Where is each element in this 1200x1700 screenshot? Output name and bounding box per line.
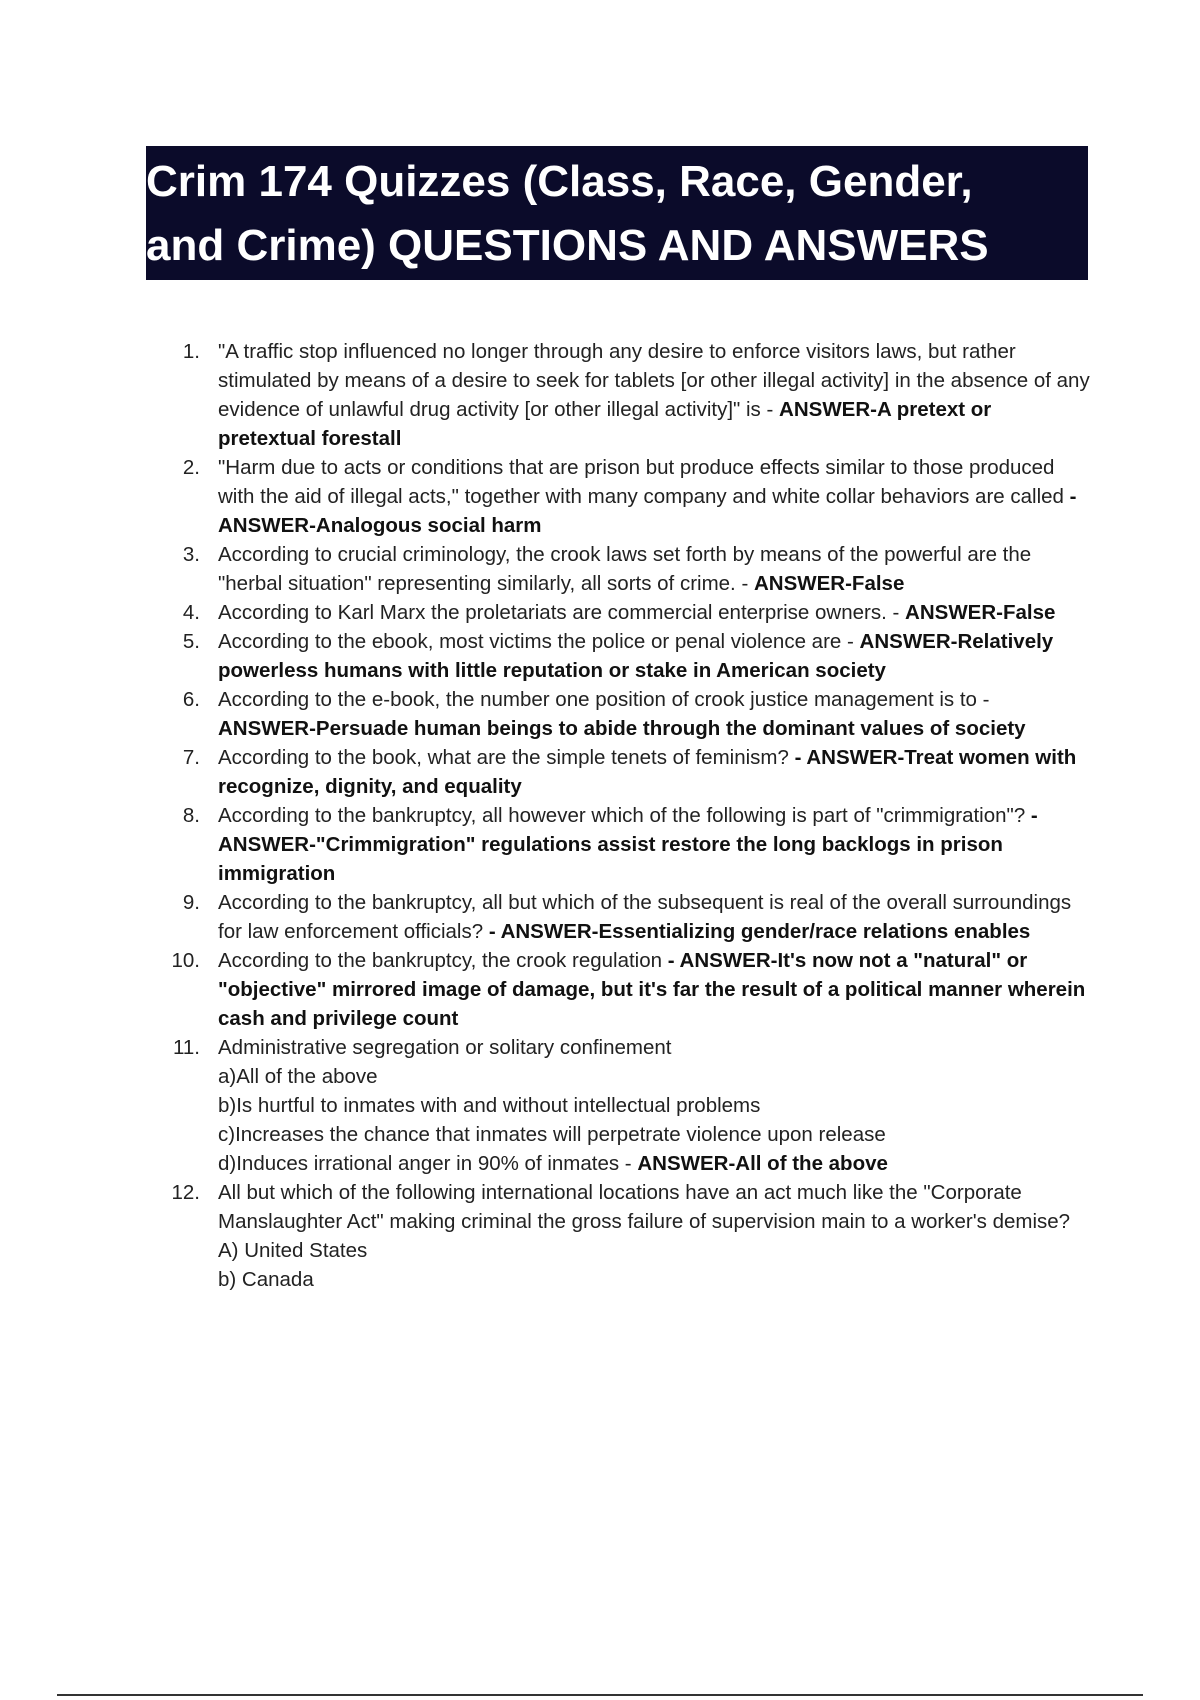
question-item [0, 627, 1200, 685]
question-item [0, 1178, 1200, 1294]
question-item [0, 685, 1200, 743]
answer-text: - ANSWER-Analogous social harm [218, 485, 1077, 537]
question-text: According to the bankruptcy, the crook regulation [218, 949, 663, 972]
answer-text: - ANSWER-It's now not a "natural" or "objective" mirrored image of damage, but it's far the result of a political manner wherein cash and privilege count [218, 949, 1086, 1030]
question-item [0, 337, 1200, 453]
answer-option: A) United States [218, 1239, 368, 1262]
question-item [0, 743, 1200, 801]
title-line-2: and Crime) QUESTIONS AND ANSWERS [146, 221, 989, 270]
answer-option: c)Increases the chance that inmates will perpetrate violence upon release [218, 1123, 886, 1146]
question-item [0, 540, 1200, 598]
question-item [0, 888, 1200, 946]
answer-text: ANSWER-A pretext or pretextual forestall [218, 398, 992, 450]
question-item [0, 453, 1200, 540]
question-item [0, 946, 1200, 1033]
question-text: "Harm due to acts or conditions that are prison but produce effects similar to those produced with the aid of illegal acts," together with many company and white collar behaviors are called [218, 456, 1064, 508]
question-list [0, 337, 1200, 1294]
title-banner [146, 146, 1088, 280]
answer-text: - ANSWER-Essentializing gender/race relations enables [488, 920, 1031, 943]
question-text: Administrative segregation or solitary confinement [218, 1036, 672, 1059]
answer-text: ANSWER-Persuade human beings to abide through the dominant values of society [218, 717, 1026, 740]
question-text: According to the bankruptcy, all but which of the subsequent is real of the overall surroundings for law enforcement officials? [218, 891, 1072, 943]
question-text: According to crucial criminology, the crook laws set forth by means of the powerful are the "herbal situation" representing similarly, all sorts of crime. - [218, 543, 1032, 595]
question-number: 12. [171, 1181, 200, 1204]
answer-text: ANSWER-Relatively powerless humans with little reputation or stake in American society [218, 630, 1054, 682]
question-number: 9. [182, 891, 200, 914]
question-text: According to Karl Marx the proletariats are commercial enterprise owners. - [218, 601, 900, 624]
question-number: 11. [173, 1036, 200, 1059]
answer-option-last [218, 1149, 1090, 1178]
question-number: 7. [182, 746, 200, 769]
answer-option-text: d)Induces irrational anger in 90% of inmates - [218, 1152, 632, 1175]
question-number: 2. [182, 456, 200, 479]
question-text: According to the bankruptcy, all however which of the following is part of "crimmigration"? [218, 804, 1026, 827]
question-number: 8. [182, 804, 200, 827]
question-number: 5. [182, 630, 200, 653]
question-text: "A traffic stop influenced no longer through any desire to enforce visitors laws, but rather stimulated by means of a desire to seek for tablets [or other illegal activity] in the absence of any evidence of unlawful drug activity [or other illegal activity]" is - [218, 340, 1090, 421]
answer-text: ANSWER-All of the above [637, 1152, 888, 1175]
question-item [0, 801, 1200, 888]
question-text: According to the e-book, the number one position of crook justice management is to - [218, 688, 990, 711]
question-item [0, 1033, 1200, 1178]
bottom-divider [57, 1694, 1143, 1696]
answer-text: ANSWER-False [753, 572, 905, 595]
answer-option: b)Is hurtful to inmates with and without intellectual problems [218, 1094, 761, 1117]
answer-option: b) Canada [218, 1268, 314, 1291]
question-item [0, 598, 1200, 627]
question-text: According to the book, what are the simple tenets of feminism? [218, 746, 789, 769]
question-number: 1. [182, 340, 200, 363]
question-text: According to the ebook, most victims the police or penal violence are - [218, 630, 854, 653]
answer-text: ANSWER-False [905, 601, 1056, 624]
question-number: 3. [182, 543, 200, 566]
question-number: 4. [182, 601, 200, 624]
question-text: All but which of the following international locations have an act much like the "Corporate Manslaughter Act" making criminal the gross failure of supervision main to a worker's demise? [218, 1181, 1071, 1233]
answer-option: a)All of the above [218, 1065, 378, 1088]
title-line-1: Crim 174 Quizzes (Class, Race, Gender, [146, 157, 973, 206]
question-number: 10. [171, 949, 200, 972]
question-number: 6. [182, 688, 200, 711]
answer-text: - ANSWER-"Crimmigration" regulations assist restore the long backlogs in prison immigration [218, 804, 1038, 885]
answer-text: - ANSWER-Treat women with recognize, dignity, and equality [218, 746, 1077, 798]
